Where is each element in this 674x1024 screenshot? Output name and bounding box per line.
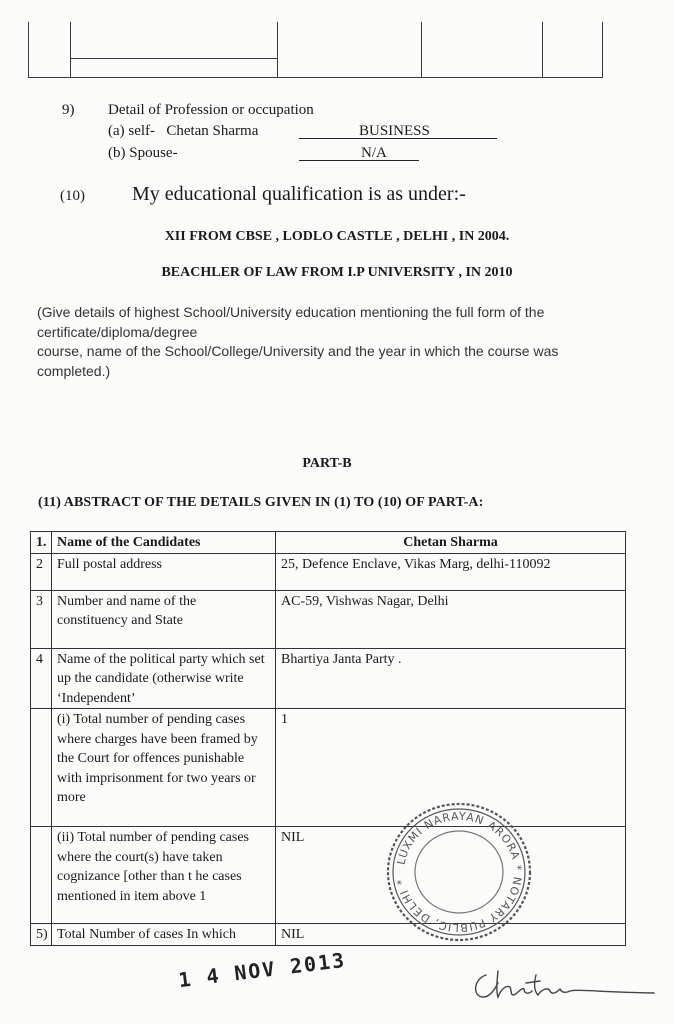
row-value: NIL [276,924,626,946]
table-row [31,827,626,924]
abstract-table [30,531,626,946]
signature [468,965,658,1005]
stamp-text: LUXMI NARAYAN ARORA * NOTARY PUBLIC, DELHI * [394,809,525,935]
education-note [37,303,558,381]
self-name: Chetan Sharma [166,123,259,139]
education-line-2: BEACHLER OF LAW FROM I.P UNIVERSITY , IN 2010 [161,265,513,280]
item9-number: 9) [62,102,75,118]
note-line: completed.) [37,362,111,379]
table-row [31,709,626,827]
row-value: Bhartiya Janta Party . [276,648,626,709]
item9-heading: Detail of Profession or occupation [108,102,314,118]
education-line-1: XII FROM CBSE , LODLO CASTLE , DELHI , IN 2004. [164,229,510,244]
notary-stamp [384,800,534,945]
header-label: Name of the Candidates [52,532,276,554]
row-num: 4 [31,648,52,709]
svg-text:LUXMI NARAYAN ARORA * NOTARY P [394,810,524,934]
self-value: BUSINESS [359,123,430,139]
self-label: (a) self- [108,123,156,139]
note-line: certificate/diploma/degree [37,323,198,340]
row-label: Total Number of cases In which [52,924,276,946]
abstract-heading: (11) ABSTRACT OF THE DETAILS GIVEN IN (1) TO (10) OF PART-A: [38,495,484,510]
row-label: (i) Total number of pending cases where charges have been framed by the Court for offences punishable with imprisonment for two years or more [52,709,276,827]
row-label: (ii) Total number of pending cases where the court(s) have taken cognizance [other than t he cases mentioned in item above 1 [52,827,276,924]
part-b-title: PART-B [302,456,352,471]
table-row [31,590,626,648]
self-value-field [299,122,497,139]
row-value: AC-59, Vishwas Nagar, Delhi [276,590,626,648]
note-line: (Give details of highest School/University education mentioning the full form of the [37,304,545,320]
row-value: 1 [276,709,626,827]
row-num [31,827,52,924]
table-row [31,924,626,946]
note-line: course, name of the School/College/University and the year in which the course was [37,343,559,359]
table-row [31,553,626,590]
table-row [31,648,626,709]
header-num: 1. [31,532,52,554]
row-label: Number and name of the constituency and State [52,590,276,648]
item10-number: (10) [60,188,85,204]
row-value: 25, Defence Enclave, Vikas Marg, delhi-110092 [276,553,626,590]
item10-heading: My educational qualification is as under:- [132,183,466,205]
item9-self-row [108,122,258,140]
row-num: 3 [31,590,52,648]
spouse-label: (b) Spouse- [108,145,178,161]
row-num: 5) [31,924,52,946]
header-value: Chetan Sharma [276,532,626,554]
row-value: NIL [276,827,626,924]
row-label: Full postal address [52,553,276,590]
row-num: 2 [31,553,52,590]
table-header-row [31,532,626,554]
row-label: Name of the political party which set up the candidate (otherwise write ‘Independent’ [52,648,276,709]
spouse-value: N/A [361,145,387,161]
spouse-value-field [299,144,419,161]
row-num [31,709,52,827]
date-stamp: 1 4 NOV 2013 [177,947,348,993]
